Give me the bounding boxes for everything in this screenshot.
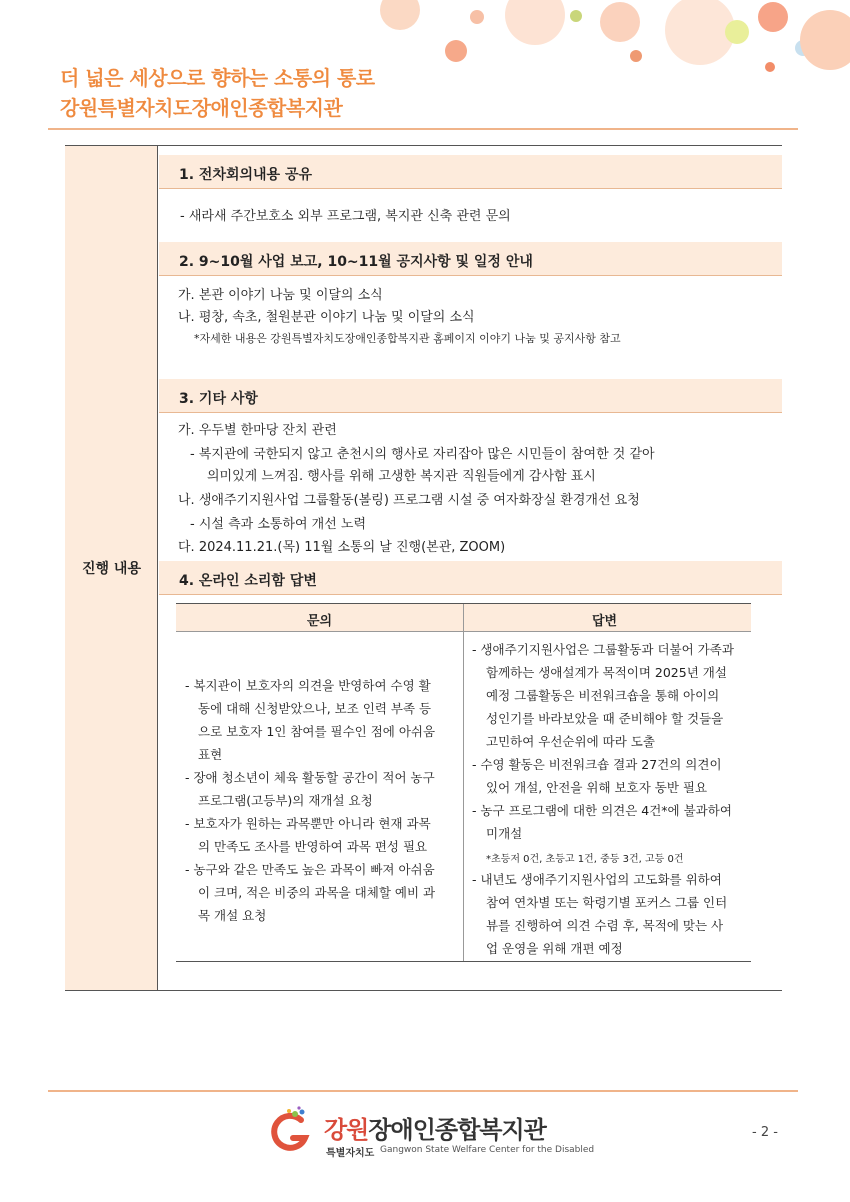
qa-question-line: 프로그램(고등부)의 재개설 요청: [198, 793, 373, 808]
qa-question-line: 동에 대해 신청받았으나, 보조 인력 부족 등: [198, 701, 432, 716]
qa-answer-line: 업 운영을 위해 개편 예정: [486, 941, 623, 956]
qa-header-question: 문의: [307, 614, 333, 629]
qa-answer-line: 고민하여 우선순위에 따라 도출: [486, 734, 655, 749]
qa-answer-line: 성인기를 바라보았을 때 준비해야 할 것들을: [486, 711, 724, 726]
section-4-header: [159, 561, 782, 595]
qa-answer-line: 뷰를 진행하여 의견 수렴 후, 목적에 맞는 사: [486, 918, 724, 933]
qa-answer-line: - 내년도 생애주기지원사업의 고도화를 위하여: [472, 872, 722, 887]
header-divider: [48, 128, 798, 130]
section-3-title: 3. 기타 사항: [179, 391, 258, 407]
qa-answer-line: - 생애주기지원사업은 그룹활동과 더불어 가족과: [472, 642, 734, 657]
qa-answer-line: 있어 개설, 안전을 위해 보호자 동반 필요: [486, 780, 708, 795]
logo-wordmark-accent: 강원: [324, 1116, 369, 1144]
section-2-title: 2. 9~10월 사업 보고, 10~11월 공지사항 및 일정 안내: [179, 254, 533, 270]
left-label: 진행 내용: [82, 561, 141, 577]
qa-table: [176, 603, 751, 962]
qa-question-line: - 농구와 같은 만족도 높은 과목이 빠져 아쉬움: [185, 862, 435, 877]
header-slogan: 더 넓은 세상으로 향하는 소통의 통로: [60, 66, 375, 90]
section-1-header: [159, 155, 782, 189]
section-3-line: 나. 생애주기지원사업 그룹활동(볼링) 프로그램 시설 중 여자화장실 환경개선 요청: [178, 493, 640, 508]
qa-question-line: - 보호자가 원하는 과목뿐만 아니라 현재 과목: [185, 816, 431, 831]
logo-wordmark-main: 장애인종합복지관: [368, 1116, 546, 1144]
header-org-name: 강원특별자치도장애인종합복지관: [60, 96, 343, 120]
section-2-header: [159, 242, 782, 276]
qa-answer-line: - 농구 프로그램에 대한 의견은 4건*에 불과하여: [472, 803, 732, 818]
qa-answer-note: *초등저 0건, 초등고 1건, 중등 3건, 고등 0건: [486, 854, 684, 865]
qa-answer-line: 함께하는 생애설계가 목적이며 2025년 개설: [486, 665, 727, 680]
qa-question-line: 으로 보호자 1인 참여를 필수인 점에 아쉬움: [198, 724, 436, 739]
section-1-title: 1. 전차회의내용 공유: [179, 167, 312, 183]
section-4-title: 4. 온라인 소리함 답변: [179, 573, 317, 589]
qa-answer-line: - 수영 활동은 비전워크숍 결과 27건의 의견이: [472, 757, 722, 772]
header-decoration: [370, 0, 850, 110]
qa-question-line: - 복지관이 보호자의 의견을 반영하여 수영 활: [185, 678, 431, 693]
qa-answer-line: 예정 그룹활동은 비전워크숍을 통해 아이의: [486, 688, 720, 703]
section-2-line: 나. 평창, 속초, 철원분관 이야기 나눔 및 이달의 소식: [178, 310, 475, 325]
qa-answer-line: 미개설: [486, 826, 523, 841]
section-1-line: - 새라새 주간보호소 외부 프로그램, 복지관 신축 관련 문의: [180, 209, 511, 224]
footer-divider: [48, 1090, 798, 1092]
section-3-line: 가. 우두별 한마당 잔치 관련: [178, 423, 337, 438]
page-number: - 2 -: [752, 1125, 778, 1140]
logo-wordmark: [324, 1110, 546, 1145]
logo-icon: [265, 1106, 315, 1156]
qa-question-line: 목 개설 요청: [198, 908, 267, 923]
left-label-column: [65, 146, 158, 990]
qa-question-line: 이 크며, 적은 비중의 과목을 대체할 예비 과: [198, 885, 436, 900]
qa-question-line: 의 만족도 조사를 반영하여 과목 편성 필요: [198, 839, 428, 854]
qa-question-line: 표현: [198, 747, 223, 762]
section-3-line: 의미있게 느껴짐. 행사를 위해 고생한 복지관 직원들에게 감사함 표시: [207, 469, 596, 484]
section-3-header: [159, 379, 782, 413]
qa-header-answer: 답변: [592, 614, 618, 629]
section-3-line: - 복지관에 국한되지 않고 춘천시의 행사로 자리잡아 많은 시민들이 참여한 것 같아: [190, 447, 655, 462]
section-3-line: - 시설 측과 소통하여 개선 노력: [190, 517, 367, 532]
section-2-note: *자세한 내용은 강원특별자치도장애인종합복지관 홈페이지 이야기 나눔 및 공지사항 참고: [194, 332, 621, 345]
section-2-line: 가. 본관 이야기 나눔 및 이달의 소식: [178, 288, 383, 303]
qa-answer-line: 참여 연차별 또는 학령기별 포커스 그룹 인터: [486, 895, 728, 910]
section-3-line: 다. 2024.11.21.(목) 11월 소통의 날 진행(본관, ZOOM): [178, 540, 506, 555]
logo-english-name: Gangwon State Welfare Center for the Disabled: [380, 1145, 595, 1155]
qa-question-line: - 장애 청소년이 체육 활동할 공간이 적어 농구: [185, 770, 435, 785]
qa-column-divider: [463, 604, 464, 961]
logo-subtitle: 특별자치도: [326, 1148, 375, 1159]
